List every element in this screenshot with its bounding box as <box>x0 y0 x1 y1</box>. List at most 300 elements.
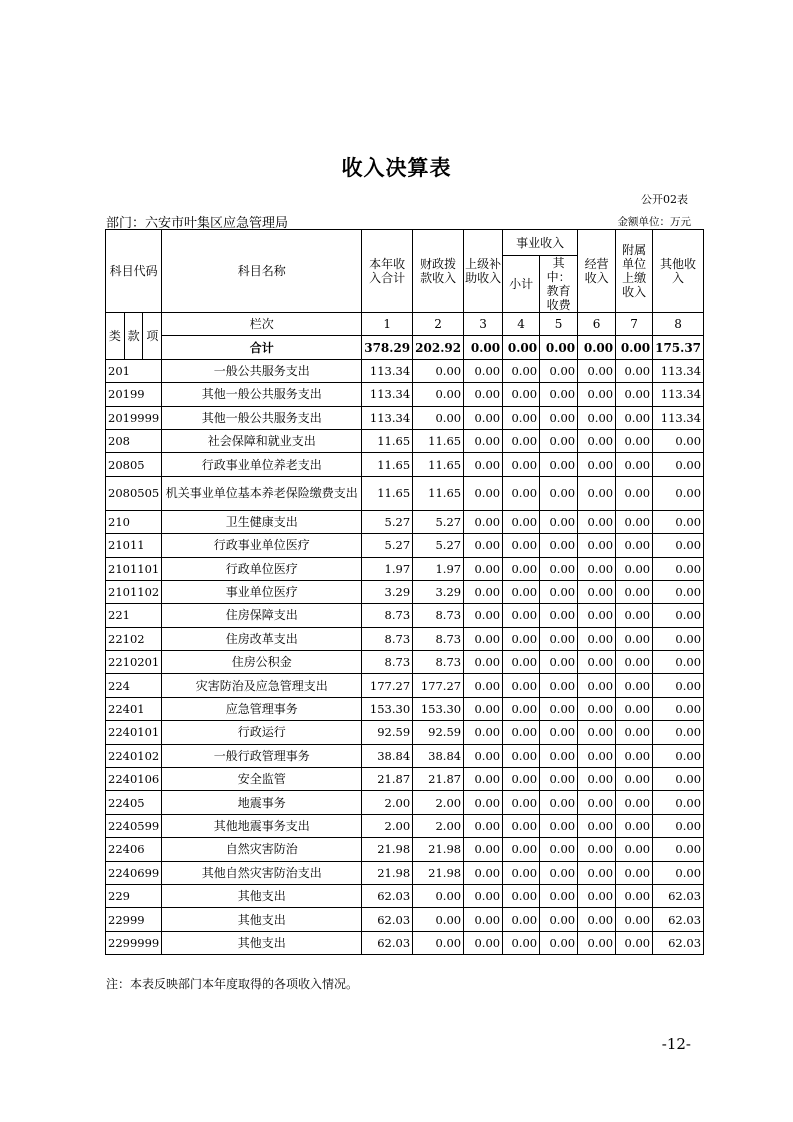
row-value: 0.00 <box>616 359 653 382</box>
header-subject-code: 科目代码 <box>106 230 162 313</box>
row-code: 2080505 <box>106 476 162 510</box>
row-code: 22405 <box>106 791 162 814</box>
row-value: 0.00 <box>578 453 616 476</box>
row-code: 201 <box>106 359 162 382</box>
table-row <box>106 861 704 884</box>
row-value: 0.00 <box>503 908 540 931</box>
row-value: 0.00 <box>616 406 653 429</box>
row-value: 0.00 <box>653 651 704 674</box>
row-value: 0.00 <box>503 697 540 720</box>
row-value: 0.00 <box>540 476 578 510</box>
row-value: 0.00 <box>616 651 653 674</box>
row-name: 行政事业单位养老支出 <box>162 453 362 476</box>
row-value: 0.00 <box>616 674 653 697</box>
row-value: 0.00 <box>616 383 653 406</box>
row-value: 0.00 <box>464 453 503 476</box>
row-code: 2019999 <box>106 406 162 429</box>
row-value: 38.84 <box>362 744 413 767</box>
row-value: 0.00 <box>464 534 503 557</box>
row-value: 0.00 <box>653 604 704 627</box>
row-value: 21.98 <box>362 838 413 861</box>
row-name: 其他一般公共服务支出 <box>162 383 362 406</box>
row-value: 0.00 <box>616 697 653 720</box>
row-value: 0.00 <box>503 429 540 452</box>
row-value: 21.98 <box>413 861 464 884</box>
row-value: 0.00 <box>540 557 578 580</box>
table-row <box>106 721 704 744</box>
row-value: 21.87 <box>362 768 413 791</box>
row-value: 0.00 <box>464 674 503 697</box>
row-value: 11.65 <box>362 453 413 476</box>
row-code: 2240102 <box>106 744 162 767</box>
row-code: 20199 <box>106 383 162 406</box>
department-label: 部门：六安市叶集区应急管理局 <box>106 216 289 231</box>
row-value: 0.00 <box>503 791 540 814</box>
row-value: 0.00 <box>653 861 704 884</box>
table-row <box>106 908 704 931</box>
table-row <box>106 476 704 510</box>
row-code: 2101102 <box>106 580 162 603</box>
row-value: 0.00 <box>578 744 616 767</box>
row-name: 安全监管 <box>162 768 362 791</box>
row-value: 0.00 <box>464 791 503 814</box>
row-value: 5.27 <box>362 510 413 533</box>
row-value: 0.00 <box>540 453 578 476</box>
row-value: 177.27 <box>413 674 464 697</box>
total-value: 0.00 <box>578 336 616 359</box>
row-value: 0.00 <box>578 861 616 884</box>
row-value: 0.00 <box>653 838 704 861</box>
table-row <box>106 744 704 767</box>
row-value: 0.00 <box>616 476 653 510</box>
row-value: 0.00 <box>540 768 578 791</box>
row-value: 0.00 <box>464 697 503 720</box>
row-value: 11.65 <box>362 476 413 510</box>
table-row <box>106 429 704 452</box>
row-value: 0.00 <box>413 908 464 931</box>
row-value: 0.00 <box>503 674 540 697</box>
row-value: 8.73 <box>413 627 464 650</box>
table-code: 公开02表 <box>641 193 688 206</box>
row-name: 行政运行 <box>162 721 362 744</box>
row-value: 0.00 <box>413 406 464 429</box>
row-value: 92.59 <box>362 721 413 744</box>
row-value: 0.00 <box>616 453 653 476</box>
row-value: 0.00 <box>578 406 616 429</box>
table-note: 注：本表反映部门本年度取得的各项收入情况。 <box>106 977 359 991</box>
row-value: 0.00 <box>653 721 704 744</box>
row-value: 0.00 <box>578 884 616 907</box>
row-value: 0.00 <box>503 476 540 510</box>
row-value: 0.00 <box>578 627 616 650</box>
total-label: 合计 <box>162 336 362 359</box>
row-value: 0.00 <box>413 931 464 954</box>
table-row <box>106 674 704 697</box>
header-subtotal: 小计 <box>503 256 540 313</box>
row-value: 8.73 <box>362 627 413 650</box>
row-name: 住房保障支出 <box>162 604 362 627</box>
column-number: 2 <box>413 313 464 336</box>
row-value: 0.00 <box>503 861 540 884</box>
row-value: 0.00 <box>578 359 616 382</box>
row-value: 0.00 <box>578 814 616 837</box>
row-value: 62.03 <box>362 931 413 954</box>
row-name: 住房改革支出 <box>162 627 362 650</box>
row-name: 住房公积金 <box>162 651 362 674</box>
row-name: 灾害防治及应急管理支出 <box>162 674 362 697</box>
row-value: 0.00 <box>540 580 578 603</box>
row-value: 0.00 <box>540 534 578 557</box>
row-value: 0.00 <box>616 534 653 557</box>
row-value: 0.00 <box>578 838 616 861</box>
row-value: 0.00 <box>464 721 503 744</box>
row-code: 22406 <box>106 838 162 861</box>
row-value: 0.00 <box>578 908 616 931</box>
row-value: 0.00 <box>616 861 653 884</box>
row-value: 0.00 <box>540 651 578 674</box>
row-value: 0.00 <box>540 674 578 697</box>
row-value: 2.00 <box>413 814 464 837</box>
row-value: 0.00 <box>653 580 704 603</box>
row-code: 22401 <box>106 697 162 720</box>
table-row <box>106 884 704 907</box>
table-row <box>106 697 704 720</box>
data-rows <box>106 359 704 954</box>
row-value: 0.00 <box>464 884 503 907</box>
header-operating: 经营收入 <box>578 230 616 313</box>
row-value: 0.00 <box>464 604 503 627</box>
row-value: 0.00 <box>464 580 503 603</box>
row-name: 社会保障和就业支出 <box>162 429 362 452</box>
row-value: 0.00 <box>653 627 704 650</box>
row-value: 0.00 <box>464 359 503 382</box>
row-value: 0.00 <box>578 383 616 406</box>
row-value: 0.00 <box>503 838 540 861</box>
row-value: 0.00 <box>578 604 616 627</box>
row-value: 0.00 <box>540 721 578 744</box>
row-name: 一般行政管理事务 <box>162 744 362 767</box>
total-value: 0.00 <box>540 336 578 359</box>
row-value: 0.00 <box>616 791 653 814</box>
row-value: 62.03 <box>653 884 704 907</box>
header-subject-name: 科目名称 <box>162 230 362 313</box>
row-value: 0.00 <box>653 534 704 557</box>
row-value: 113.34 <box>362 406 413 429</box>
row-value: 0.00 <box>464 627 503 650</box>
row-value: 0.00 <box>616 580 653 603</box>
row-value: 0.00 <box>540 383 578 406</box>
row-value: 0.00 <box>616 814 653 837</box>
row-value: 11.65 <box>362 429 413 452</box>
row-value: 0.00 <box>540 510 578 533</box>
row-value: 0.00 <box>578 580 616 603</box>
income-table <box>105 229 704 955</box>
row-value: 0.00 <box>464 814 503 837</box>
row-value: 0.00 <box>464 651 503 674</box>
row-name: 其他支出 <box>162 884 362 907</box>
table-row <box>106 651 704 674</box>
row-value: 5.27 <box>413 510 464 533</box>
row-value: 62.03 <box>362 884 413 907</box>
row-value: 0.00 <box>503 453 540 476</box>
row-value: 0.00 <box>616 931 653 954</box>
row-value: 0.00 <box>464 768 503 791</box>
row-value: 113.34 <box>653 406 704 429</box>
column-number: 8 <box>653 313 704 336</box>
row-value: 62.03 <box>362 908 413 931</box>
row-value: 0.00 <box>653 429 704 452</box>
header-section: 款 <box>124 313 143 360</box>
row-value: 0.00 <box>540 908 578 931</box>
row-value: 0.00 <box>540 604 578 627</box>
row-value: 0.00 <box>578 721 616 744</box>
row-value: 0.00 <box>503 884 540 907</box>
row-value: 153.30 <box>413 697 464 720</box>
row-value: 0.00 <box>503 406 540 429</box>
row-value: 0.00 <box>578 429 616 452</box>
row-code: 21011 <box>106 534 162 557</box>
total-value: 202.92 <box>413 336 464 359</box>
row-value: 0.00 <box>616 768 653 791</box>
header-other: 其他收入 <box>653 230 704 313</box>
row-value: 2.00 <box>362 791 413 814</box>
row-value: 177.27 <box>362 674 413 697</box>
row-value: 0.00 <box>503 510 540 533</box>
row-value: 3.29 <box>362 580 413 603</box>
row-value: 11.65 <box>413 453 464 476</box>
row-value: 0.00 <box>653 476 704 510</box>
column-number: 5 <box>540 313 578 336</box>
row-name: 行政单位医疗 <box>162 557 362 580</box>
row-code: 20805 <box>106 453 162 476</box>
row-value: 0.00 <box>578 697 616 720</box>
table-row <box>106 453 704 476</box>
row-value: 0.00 <box>503 768 540 791</box>
row-value: 0.00 <box>503 931 540 954</box>
header-fiscal: 财政拨款收入 <box>413 230 464 313</box>
header-business-income: 事业收入 <box>503 230 578 256</box>
table-row <box>106 627 704 650</box>
row-value: 21.98 <box>362 861 413 884</box>
column-number: 6 <box>578 313 616 336</box>
row-name: 其他自然灾害防治支出 <box>162 861 362 884</box>
row-value: 2.00 <box>362 814 413 837</box>
row-value: 0.00 <box>616 721 653 744</box>
row-name: 应急管理事务 <box>162 697 362 720</box>
row-value: 0.00 <box>653 510 704 533</box>
row-value: 0.00 <box>464 838 503 861</box>
table-row <box>106 359 704 382</box>
row-name: 一般公共服务支出 <box>162 359 362 382</box>
table-row <box>106 557 704 580</box>
row-value: 0.00 <box>616 744 653 767</box>
row-value: 0.00 <box>464 908 503 931</box>
row-value: 0.00 <box>653 697 704 720</box>
table-row <box>106 814 704 837</box>
row-value: 0.00 <box>503 814 540 837</box>
row-value: 0.00 <box>413 359 464 382</box>
row-value: 0.00 <box>653 814 704 837</box>
row-value: 1.97 <box>362 557 413 580</box>
row-value: 0.00 <box>413 383 464 406</box>
row-value: 0.00 <box>540 838 578 861</box>
row-value: 0.00 <box>540 884 578 907</box>
row-value: 0.00 <box>503 744 540 767</box>
row-value: 0.00 <box>540 744 578 767</box>
row-name: 其他支出 <box>162 931 362 954</box>
row-value: 0.00 <box>503 359 540 382</box>
row-value: 0.00 <box>503 580 540 603</box>
row-value: 0.00 <box>464 510 503 533</box>
row-value: 0.00 <box>653 557 704 580</box>
row-value: 38.84 <box>413 744 464 767</box>
row-value: 0.00 <box>578 557 616 580</box>
row-name: 其他地震事务支出 <box>162 814 362 837</box>
table-row <box>106 791 704 814</box>
table-row <box>106 534 704 557</box>
document-title: 收入决算表 <box>341 155 452 180</box>
total-value: 0.00 <box>616 336 653 359</box>
row-value: 5.27 <box>362 534 413 557</box>
row-value: 113.34 <box>362 383 413 406</box>
row-code: 2210201 <box>106 651 162 674</box>
row-value: 0.00 <box>616 557 653 580</box>
row-name: 其他一般公共服务支出 <box>162 406 362 429</box>
row-code: 229 <box>106 884 162 907</box>
row-value: 0.00 <box>503 383 540 406</box>
row-value: 0.00 <box>616 627 653 650</box>
row-value: 21.87 <box>413 768 464 791</box>
row-value: 0.00 <box>578 510 616 533</box>
header-current-income: 本年收入合计 <box>362 230 413 313</box>
row-code: 208 <box>106 429 162 452</box>
row-value: 0.00 <box>464 557 503 580</box>
row-value: 0.00 <box>464 476 503 510</box>
page-number: -12- <box>661 1035 691 1053</box>
row-value: 0.00 <box>540 931 578 954</box>
column-number-row <box>106 313 704 336</box>
row-value: 0.00 <box>578 476 616 510</box>
row-value: 113.34 <box>653 383 704 406</box>
row-value: 3.29 <box>413 580 464 603</box>
row-value: 11.65 <box>413 429 464 452</box>
row-value: 0.00 <box>578 931 616 954</box>
row-value: 0.00 <box>464 861 503 884</box>
total-value: 0.00 <box>464 336 503 359</box>
row-value: 0.00 <box>464 406 503 429</box>
row-value: 8.73 <box>413 651 464 674</box>
row-value: 8.73 <box>362 604 413 627</box>
column-number: 1 <box>362 313 413 336</box>
row-value: 8.73 <box>362 651 413 674</box>
row-value: 5.27 <box>413 534 464 557</box>
row-value: 0.00 <box>616 510 653 533</box>
row-value: 0.00 <box>653 453 704 476</box>
row-code: 22999 <box>106 908 162 931</box>
row-code: 2240106 <box>106 768 162 791</box>
column-number: 7 <box>616 313 653 336</box>
amount-unit: 金额单位：万元 <box>617 216 691 228</box>
table-row <box>106 838 704 861</box>
header-class: 类 <box>106 313 125 360</box>
row-value: 113.34 <box>362 359 413 382</box>
header-superior-subsidy: 上级补助收入 <box>464 230 503 313</box>
row-value: 0.00 <box>503 627 540 650</box>
row-value: 0.00 <box>540 359 578 382</box>
row-value: 153.30 <box>362 697 413 720</box>
row-value: 0.00 <box>616 604 653 627</box>
row-value: 11.65 <box>413 476 464 510</box>
row-name: 机关事业单位基本养老保险缴费支出 <box>162 476 362 510</box>
table-row <box>106 510 704 533</box>
column-number: 4 <box>503 313 540 336</box>
row-value: 0.00 <box>540 406 578 429</box>
row-value: 0.00 <box>616 908 653 931</box>
row-value: 0.00 <box>653 791 704 814</box>
column-number: 3 <box>464 313 503 336</box>
row-value: 0.00 <box>540 814 578 837</box>
row-value: 1.97 <box>413 557 464 580</box>
header-row-1 <box>106 230 704 256</box>
row-value: 0.00 <box>464 931 503 954</box>
row-value: 0.00 <box>616 429 653 452</box>
row-value: 2.00 <box>413 791 464 814</box>
row-code: 224 <box>106 674 162 697</box>
row-value: 0.00 <box>503 651 540 674</box>
row-value: 0.00 <box>578 768 616 791</box>
row-value: 0.00 <box>503 534 540 557</box>
total-value: 0.00 <box>503 336 540 359</box>
row-name: 卫生健康支出 <box>162 510 362 533</box>
row-code: 221 <box>106 604 162 627</box>
row-code: 2240699 <box>106 861 162 884</box>
table-row <box>106 406 704 429</box>
row-value: 0.00 <box>540 429 578 452</box>
row-name: 行政事业单位医疗 <box>162 534 362 557</box>
row-name: 地震事务 <box>162 791 362 814</box>
row-name: 自然灾害防治 <box>162 838 362 861</box>
row-value: 0.00 <box>653 768 704 791</box>
row-name: 其他支出 <box>162 908 362 931</box>
table-row <box>106 931 704 954</box>
row-value: 0.00 <box>578 534 616 557</box>
row-value: 0.00 <box>578 791 616 814</box>
header-education-fee: 其中：教育收费 <box>540 256 578 313</box>
row-code: 210 <box>106 510 162 533</box>
table-row <box>106 383 704 406</box>
row-value: 0.00 <box>653 744 704 767</box>
row-code: 2299999 <box>106 931 162 954</box>
row-value: 0.00 <box>540 861 578 884</box>
total-row <box>106 336 704 359</box>
row-code: 2240101 <box>106 721 162 744</box>
row-value: 8.73 <box>413 604 464 627</box>
header-affiliated: 附属单位上缴收入 <box>616 230 653 313</box>
table-row <box>106 768 704 791</box>
row-value: 0.00 <box>464 429 503 452</box>
row-value: 92.59 <box>413 721 464 744</box>
row-value: 0.00 <box>616 838 653 861</box>
row-value: 0.00 <box>503 604 540 627</box>
row-code: 2240599 <box>106 814 162 837</box>
row-value: 62.03 <box>653 931 704 954</box>
row-value: 21.98 <box>413 838 464 861</box>
row-code: 22102 <box>106 627 162 650</box>
row-value: 0.00 <box>413 884 464 907</box>
row-value: 0.00 <box>578 651 616 674</box>
row-value: 0.00 <box>653 674 704 697</box>
row-value: 0.00 <box>540 697 578 720</box>
